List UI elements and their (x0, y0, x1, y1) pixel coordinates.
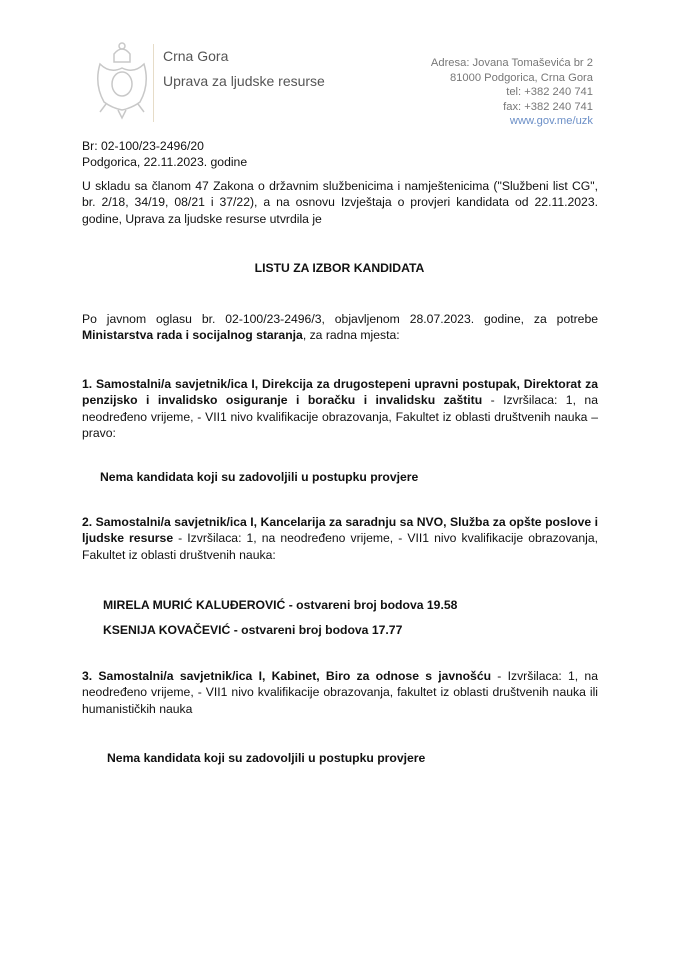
oglas-text: Po javnom oglasu br. 02-100/23-2496/3, objavljenom 28.07.2023. godine, za potrebe (82, 312, 598, 326)
org-name: Uprava za ljudske resurse (163, 73, 325, 89)
fax: fax: +382 240 741 (503, 100, 593, 113)
no-candidates-1: Nema kandidata koji su zadovoljili u postupku provjere (100, 470, 419, 484)
website-link[interactable]: www.gov.me/uzk (509, 115, 593, 127)
tel: tel: +382 240 741 (506, 86, 593, 98)
coat-of-arms-logo (92, 40, 152, 122)
position-3 (82, 668, 598, 717)
position-heading: 2. Samostalni/a savjetnik/ica I, Kancelarija za saradnju sa NVO, Služba za opšte poslove i ljudske resurse (82, 515, 598, 546)
intro-paragraph: U skladu sa članom 47 Zakona o državnim službenicima i namještenicima ("Službeni list CG", br. 2/18, 34/19, 08/21 i 37/22), a na osnovu Izvještaja o provjeri kandidata od 22.11.2023. godine, Uprava za ljudske resurse utvrdila je (82, 179, 598, 226)
candidate-1: MIRELA MURIĆ KALUĐEROVIĆ - ostvareni broj bodova 19.58 (103, 598, 458, 612)
position-heading: 1. Samostalni/a savjetnik/ica I, Direkcija za drugostepeni upravni postupak, Direktorat za penzijsko i invalidsko osiguranje i boračku i invalidsku zaštitu (82, 377, 598, 408)
oglas-end: , za radna mjesta: (302, 328, 400, 343)
address: Adresa: Jovana Tomaševića br 2 (430, 57, 593, 69)
position-heading: 3. Samostalni/a savjetnik/ica I, Kabinet, Biro za odnose s javnošću (82, 669, 492, 683)
position-2 (82, 514, 598, 563)
org-country: Crna Gora (163, 48, 229, 64)
reference-number: Br: 02-100/23-2496/20 (82, 139, 204, 153)
ministry-name: Ministarstva rada i socijalnog staranja (82, 328, 303, 343)
position-details: - Izvršilaca: 1, na neodređeno vrijeme, - VII1 nivo kvalifikacije obrazovanja, Fakultet iz oblasti društvenih nauka: (82, 531, 598, 562)
city: 81000 Podgorica, Crna Gora (449, 71, 593, 84)
place-date: Podgorica, 22.11.2023. godine (82, 155, 248, 169)
position-details: - Izvršilaca: 1, na neodređeno vrijeme, - VII1 nivo kvalifikacije obrazovanja, Fakultet iz oblasti društvenih nauka – pravo: (82, 393, 598, 440)
no-candidates-3: Nema kandidata koji su zadovoljili u postupku provjere (107, 751, 426, 765)
position-details: - Izvršilaca: 1, na neodređeno vrijeme, - VII1 nivo kvalifikacije obrazovanja, fakultet iz oblasti društvenih nauka ili humanističkih nauka (82, 669, 598, 716)
candidate-2: KSENIJA KOVAČEVIĆ - ostvareni broj bodova 17.77 (103, 623, 403, 637)
oglas-paragraph (82, 311, 598, 344)
contact-block (431, 56, 593, 129)
position-1 (82, 376, 598, 441)
header-divider (153, 44, 154, 122)
document-title: LISTU ZA IZBOR KANDIDATA (254, 261, 425, 275)
